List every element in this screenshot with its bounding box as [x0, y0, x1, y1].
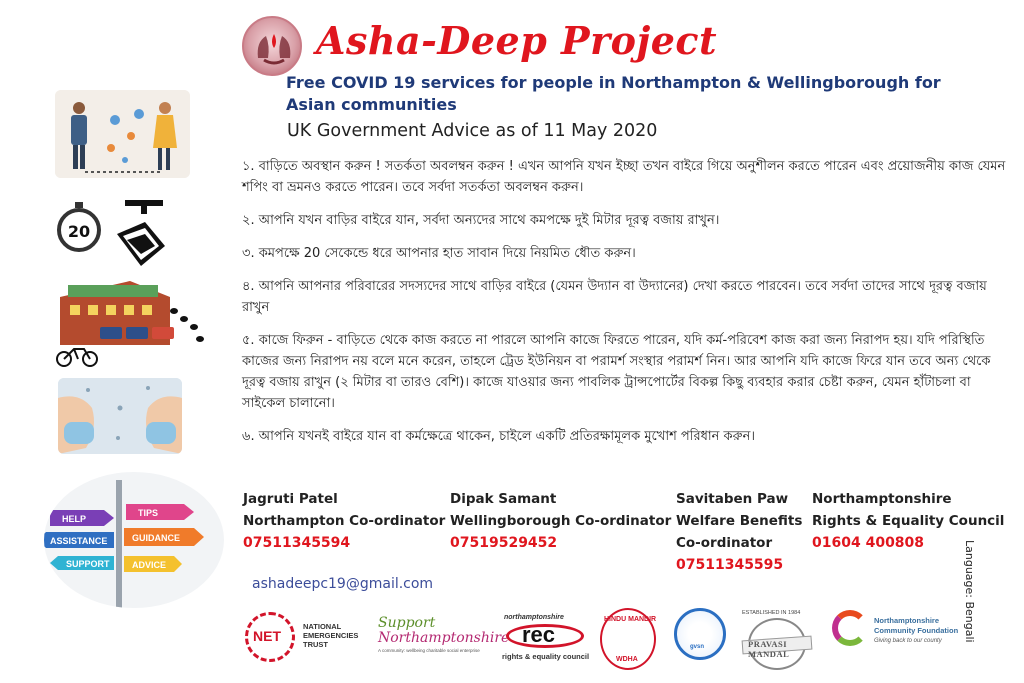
rec-mark: rec [522, 622, 556, 647]
hindu-top-text: HINDU MANDIR [604, 616, 657, 623]
gvsn-logo [668, 606, 732, 672]
sign-guidance: GUIDANCE [132, 533, 181, 543]
net-mark: NET [253, 628, 281, 644]
foundation-tagline: Giving back to our county [874, 638, 942, 644]
foundation-name-line: Northamptonshire [874, 616, 940, 625]
contact-phone[interactable]: 07511345595 [676, 557, 784, 573]
foundation-name [874, 616, 958, 636]
net-name [303, 622, 358, 649]
contact-name: Savitaben Paw [676, 491, 789, 507]
contact-role-line2: Co-ordinator [676, 535, 773, 551]
net-name-line: EMERGENCIES [303, 631, 359, 640]
contact-jagruti-patel [243, 488, 445, 554]
sign-help: HELP [62, 514, 87, 524]
support-name-line: Support [378, 615, 436, 631]
sign-assistance: ASSISTANCE [50, 536, 108, 546]
asha-deep-logo [242, 16, 302, 76]
pravasi-mandal-logo [738, 606, 818, 672]
community-foundation-logo [828, 606, 978, 672]
workplace-factory-illustration [50, 275, 210, 370]
rec-logo [498, 606, 592, 672]
pravasi-established-text: ESTABLISHED IN 1984 [742, 610, 801, 616]
language-label: Language: Bengali [963, 540, 976, 643]
support-name-line: Northamptonshire [378, 630, 510, 646]
advice-date-line: UK Government Advice as of 11 May 2020 [287, 121, 658, 141]
contact-name: Jagruti Patel [243, 491, 338, 507]
social-distance-illustration [55, 90, 190, 178]
contact-role: Wellingborough Co-ordinator [450, 513, 672, 529]
contact-savitaben-paw [676, 488, 802, 576]
hindu-bottom-text: WDHA [616, 656, 638, 663]
contact-phone[interactable]: 07511345594 [243, 535, 351, 551]
advice-point: ৫. কাজে ফিরুন - বাড়িতে থেকে কাজ করতে না পারলে আপনি কাজে ফিরতে পারেন, যদি কর্ম-পরিবেশ কাজ করা জন্য নিরাপদ হয়। যদি পরিস্থিতি কাজের জন্য নিরাপদ নয় বলে মনে করেন, তাহলে ট্রেড ইউনিয়ন বা পরামর্শ সংস্থার পরামর্শ নিন। আর আপনি যদি কাজে ফিরে যান তবে অন্য থেকে দূরত্ব বজায় রাখুন (২ মিটার বা তারও বেশি)। কাজে যাওয়ার জন্য পাবলিক ট্রান্সপোর্টের বিকল্প কিছু ব্যবহার করার চেষ্টা করুন, যেমন হাঁটাচলা বা সাইকেল চালানো। [242, 333, 991, 411]
advice-point: ২. আপনি যখন বাড়ির বাইরে যান, সর্বদা অন্যদের সাথে কমপক্ষে দুই মিটার দূরত্ব বজায় রাখুন। [242, 213, 720, 228]
contact-phone[interactable]: 07519529452 [450, 535, 558, 551]
handwash-timer-illustration [55, 194, 175, 270]
foundation-ring-icon [832, 610, 868, 646]
sign-tips: TIPS [138, 508, 159, 518]
gvsn-text: gvsn [690, 644, 705, 650]
advice-point: ৪. আপনি আপনার পরিবারের সদস্যদের সাথে বাড়ির বাইরে (যেমন উদ্যান বা উদ্যানের) দেখা করতে পারবেন। তবে সর্বদা তাদের সাথে দূরত্ব বজায় রাখুন [242, 279, 987, 315]
contact-dipak-samant [450, 488, 671, 554]
support-tagline: A community: wellbeing charitable social enterprise [378, 648, 480, 653]
page-subtitle: Free COVID 19 services for people in Northampton & Wellingborough for Asian communities [286, 73, 941, 114]
advice-point: ৩. কমপক্ষে 20 সেকেন্ডে ধরে আপনার হাত সাবান দিয়ে নিয়মিত ধৌত করুন। [242, 246, 636, 261]
contact-role: Rights & Equality Council [812, 513, 1005, 529]
face-mask-illustration [58, 378, 182, 454]
foundation-name-line: Community Foundation [874, 626, 959, 635]
contact-phone[interactable]: 01604 400808 [812, 535, 925, 551]
net-name-line: NATIONAL [303, 622, 342, 631]
support-northamptonshire-logo [368, 606, 510, 672]
advice-point: ৬. আপনি যখনই বাইরে যান বা কর্মক্ষেত্রে থাকেন, চাইলে একটি প্রতিরক্ষামূলক মুখোশ পরিধান করুন। [242, 429, 756, 444]
hindu-mandir-logo [598, 606, 658, 672]
rec-bottom-text: rights & equality council [502, 652, 590, 661]
support-name [378, 616, 509, 646]
contact-name: Dipak Samant [450, 491, 557, 507]
gvsn-ring-icon [674, 608, 726, 660]
contact-role-line1: Welfare Benefits [676, 513, 803, 529]
contact-name: Northamptonshire [812, 491, 952, 507]
pravasi-name: PRAVASI MANDAL [748, 639, 790, 659]
rec-top-text: northamptonshire [504, 614, 564, 621]
sign-support: SUPPORT [66, 559, 110, 569]
net-logo [243, 606, 363, 672]
help-signpost-illustration [44, 472, 224, 608]
sign-advice: ADVICE [132, 560, 167, 570]
contact-role: Northampton Co-ordinator [243, 513, 446, 529]
timer-number: 20 [67, 222, 91, 241]
contact-email-link[interactable]: ashadeepc19@gmail.com [252, 576, 434, 592]
advice-point: ১. বাড়িতে অবস্থান করুন ! সতর্কতা অবলম্বন করুন ! এখন আপনি যখন ইচ্ছা তখন বাইরে গিয়ে অনুশীলন করতে পারেন এবং প্রয়োজনীয় কাজ যেমন শপিং বা ভ্রমনও করতে পারেন। তবে সর্বদা সতর্কতা অবলম্বন করুন। [242, 159, 1006, 195]
advice-points-list [242, 156, 1012, 459]
hands-lamp-icon [244, 18, 304, 78]
page-title: Asha-Deep Project [316, 18, 718, 63]
net-name-line: TRUST [303, 640, 328, 649]
